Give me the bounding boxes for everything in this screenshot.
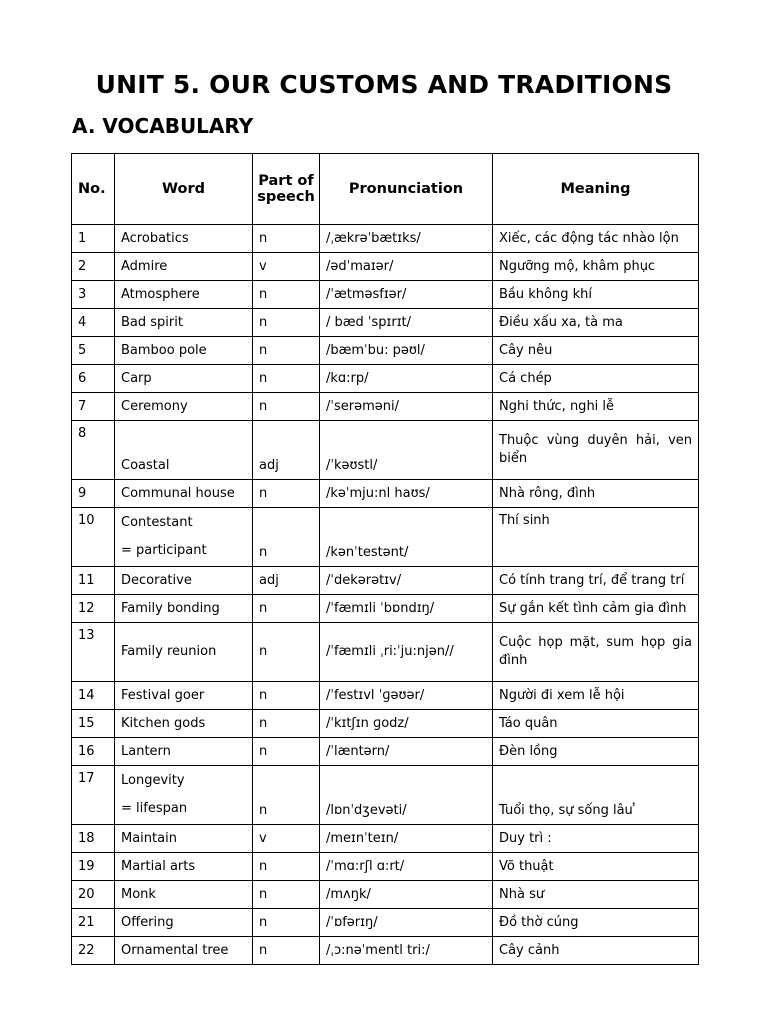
cell-no: 10 [72,508,115,567]
cell-pronunciation: /ˈfæmɪli ˈbɒndɪŋ/ [320,595,493,623]
table-row [72,309,699,337]
cell-pronunciation: /ˌɔ:nəˈmentl tri:/ [320,937,493,965]
cell-no: 22 [72,937,115,965]
cell-no: 17 [72,766,115,825]
cell-meaning: Có tính trang trí, để trang trí [493,567,699,595]
cell-word: Festival goer [115,682,253,710]
table-row [72,595,699,623]
vocabulary-table [71,153,699,965]
cell-pos: n [253,909,320,937]
cell-pos: n [253,365,320,393]
table-row [72,421,699,480]
cell-no: 21 [72,909,115,937]
cell-meaning: Đèn lồng [493,738,699,766]
cell-word-synonym: = lifespan [121,801,188,816]
cell-meaning: Sự gắn kết tình cảm gia đình [493,595,699,623]
cell-word: Communal house [115,480,253,508]
cell-no: 9 [72,480,115,508]
cell-word [115,766,253,825]
cell-word: Bamboo pole [115,337,253,365]
cell-meaning: Cá chép [493,365,699,393]
cell-pos: n [253,738,320,766]
cell-word: Ceremony [115,393,253,421]
cell-meaning: Cây nêu [493,337,699,365]
cell-meaning: Nhà sư [493,881,699,909]
cell-no: 3 [72,281,115,309]
table-row [72,281,699,309]
table-row [72,710,699,738]
cell-pronunciation: /meɪnˈteɪn/ [320,825,493,853]
cell-word-line: Longevity [121,773,185,788]
header-word: Word [115,154,253,225]
header-no: No. [72,154,115,225]
cell-meaning: Cuộc họp mặt, sum họp gia đình [493,623,699,682]
table-row [72,567,699,595]
cell-pronunciation: /ˈkɪtʃɪn ɡodz/ [320,710,493,738]
cell-word: Maintain [115,825,253,853]
cell-meaning: Bầu không khí [493,281,699,309]
cell-meaning: Thí sinh [493,508,699,567]
cell-pos: n [253,682,320,710]
cell-meaning: Duy trì : [493,825,699,853]
cell-pos: n [253,766,320,825]
table-row [72,508,699,567]
header-meaning: Meaning [493,154,699,225]
cell-no: 16 [72,738,115,766]
cell-meaning: Điều xấu xa, tà ma [493,309,699,337]
table-row [72,881,699,909]
table-row [72,766,699,825]
cell-pronunciation: /ˌækrəˈbætɪks/ [320,225,493,253]
cell-no: 12 [72,595,115,623]
cell-no: 2 [72,253,115,281]
cell-pos: n [253,393,320,421]
cell-pronunciation: /ˈkəʊstl/ [320,421,493,480]
cell-pronunciation: /ˈfestɪvl ˈɡəʊər/ [320,682,493,710]
section-heading: A. VOCABULARY [72,114,254,138]
cell-word: Family reunion [115,623,253,682]
table-row [72,825,699,853]
unit-title: UNIT 5. OUR CUSTOMS AND TRADITIONS [95,70,673,99]
cell-word: Acrobatics [115,225,253,253]
cell-pronunciation: /bæmˈbu: pəʊl/ [320,337,493,365]
table-row [72,393,699,421]
cell-no: 6 [72,365,115,393]
cell-pronunciation: /ədˈmaɪər/ [320,253,493,281]
cell-pos: n [253,623,320,682]
cell-no: 7 [72,393,115,421]
cell-pos: n [253,309,320,337]
cell-meaning: Cây cảnh [493,937,699,965]
cell-meaning: Nghi thức, nghi lễ [493,393,699,421]
cell-word: Bad spirit [115,309,253,337]
cell-meaning: Táo quân [493,710,699,738]
cell-pronunciation: /ˈserəməni/ [320,393,493,421]
cell-pronunciation: /ˈætməsfɪər/ [320,281,493,309]
table-row [72,225,699,253]
cell-pronunciation: /lɒnˈdʒevəti/ [320,766,493,825]
table-row [72,682,699,710]
cell-no: 19 [72,853,115,881]
table-row [72,623,699,682]
cell-word: Kitchen gods [115,710,253,738]
cell-pronunciation: /ˈdekərətɪv/ [320,567,493,595]
cell-pronunciation: /kənˈtestənt/ [320,508,493,567]
cell-no: 1 [72,225,115,253]
cell-word: Decorative [115,567,253,595]
table-row [72,853,699,881]
cell-pos: v [253,825,320,853]
table-row [72,909,699,937]
cell-pronunciation: /ˈfæmɪli ˌri:ˈju:njən// [320,623,493,682]
header-pronunciation: Pronunciation [320,154,493,225]
cell-meaning: Người đi xem lễ hội [493,682,699,710]
cell-pos: n [253,710,320,738]
cell-pronunciation: /ˈɒfərɪŋ/ [320,909,493,937]
cell-meaning: Thuộc vùng duyên hải, ven biển [493,421,699,480]
cell-pos: adj [253,567,320,595]
cell-pos: n [253,281,320,309]
cell-pos: v [253,253,320,281]
cell-no: 5 [72,337,115,365]
cell-meaning: Ngưỡng mộ, khâm phục [493,253,699,281]
cell-word-synonym: = participant [121,543,207,558]
cell-word-line: Contestant [121,515,193,530]
table-header-row [72,154,699,225]
cell-meaning: Tuổi thọ, sự sống lâu ̓ [493,766,699,825]
cell-no: 18 [72,825,115,853]
cell-word: Monk [115,881,253,909]
cell-pos: n [253,937,320,965]
cell-word: Carp [115,365,253,393]
cell-no: 8 [72,421,115,480]
cell-meaning: Võ thuật [493,853,699,881]
cell-meaning: Nhà rông, đình [493,480,699,508]
cell-pos: n [253,595,320,623]
table-row [72,480,699,508]
cell-pronunciation: /ˈlæntərn/ [320,738,493,766]
cell-no: 11 [72,567,115,595]
cell-word: Lantern [115,738,253,766]
header-part-of-speech: Part of speech [253,154,320,225]
cell-pos: adj [253,421,320,480]
cell-pos: n [253,881,320,909]
cell-no: 13 [72,623,115,682]
cell-pos: n [253,853,320,881]
table-row [72,337,699,365]
cell-word: Family bonding [115,595,253,623]
cell-pos: n [253,508,320,567]
cell-word: Offering [115,909,253,937]
cell-no: 15 [72,710,115,738]
cell-word: Admire [115,253,253,281]
table-row [72,738,699,766]
cell-word: Ornamental tree [115,937,253,965]
cell-meaning: Xiếc, các động tác nhào lộn [493,225,699,253]
cell-pronunciation: / bæd ˈspɪrɪt/ [320,309,493,337]
cell-no: 20 [72,881,115,909]
cell-pos: n [253,480,320,508]
table-row [72,937,699,965]
cell-pronunciation: /kəˈmju:nl haʊs/ [320,480,493,508]
cell-pos: n [253,337,320,365]
cell-pronunciation: /ˈmɑ:rʃl ɑ:rt/ [320,853,493,881]
cell-word: Coastal [115,421,253,480]
cell-no: 14 [72,682,115,710]
cell-word: Atmosphere [115,281,253,309]
cell-pos: n [253,225,320,253]
cell-pronunciation: /kɑ:rp/ [320,365,493,393]
cell-meaning: Đồ thờ cúng [493,909,699,937]
table-row [72,253,699,281]
cell-pronunciation: /mʌŋk/ [320,881,493,909]
cell-word [115,508,253,567]
cell-no: 4 [72,309,115,337]
cell-word: Martial arts [115,853,253,881]
table-row [72,365,699,393]
